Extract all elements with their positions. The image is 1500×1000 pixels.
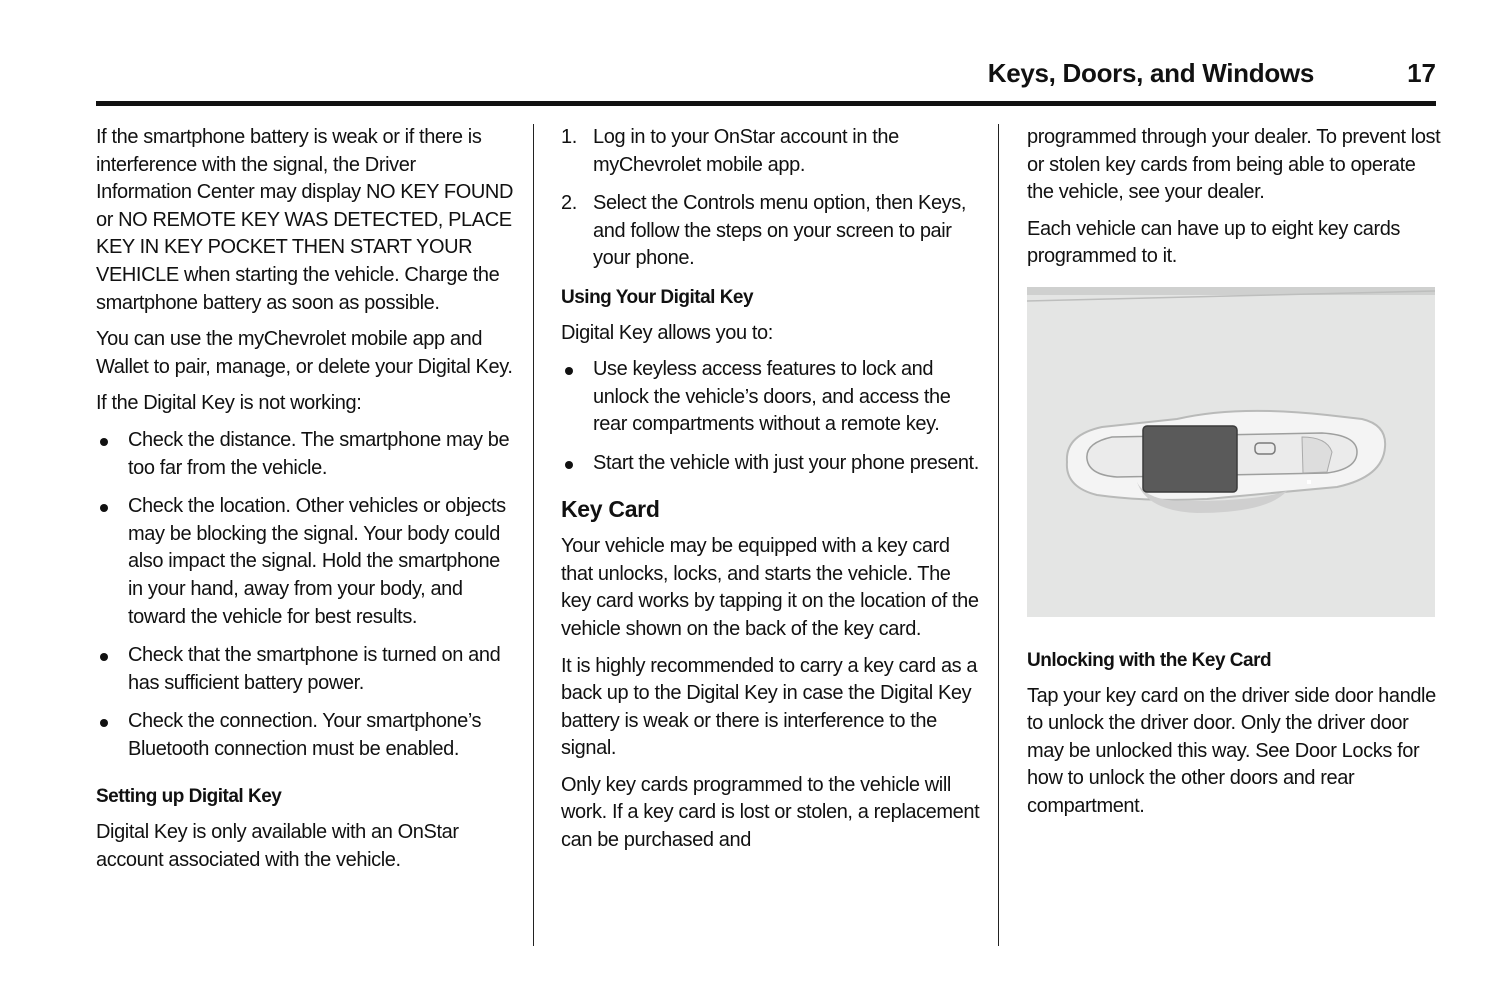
bullet-icon (100, 438, 108, 446)
list-item-text: Start the vehicle with just your phone present. (593, 451, 979, 474)
list-item-text: Check the connection. Your smartphone’s Bluetooth connection must be enabled. (128, 710, 482, 760)
bullet-icon (565, 461, 573, 469)
column-middle (561, 124, 981, 864)
list-item-text: Check the distance. The smartphone may be too far from the vehicle. (128, 428, 510, 479)
bullet-icon (100, 504, 108, 512)
section-heading: Key Card (561, 495, 660, 522)
column-left (96, 124, 516, 883)
subsection-heading: Unlocking with the Key Card (1027, 649, 1272, 671)
step-number: 1. (561, 126, 577, 148)
step-number: 2. (561, 192, 577, 215)
page-number: 17 (1407, 58, 1436, 88)
paragraph: Tap your key card on the driver side door handle to unlock the driver door. Only the driver door may be unlocked this way. See Door Locks for how to unlock the other doors and rear compartment. (1027, 684, 1436, 817)
setup-steps (561, 124, 981, 273)
list-item (96, 642, 516, 697)
troubleshooting-list (96, 427, 516, 764)
bullet-icon (565, 367, 573, 375)
door-handle-figure (1027, 287, 1435, 617)
step-text: Log in to your OnStar account in the myChevrolet mobile app. (593, 126, 899, 176)
step-text: Select the Controls menu option, then Keys, and follow the steps on your screen to pair your phone. (593, 192, 967, 270)
paragraph: You can use the myChevrolet mobile app and Wallet to pair, manage, or delete your Digital Key. (96, 328, 513, 378)
step-item (561, 124, 981, 179)
paragraph: programmed through your dealer. To prevent lost or stolen key cards from being able to operate the vehicle, see your dealer. (1027, 126, 1441, 204)
list-item-text: Check that the smartphone is turned on and has sufficient battery power. (128, 644, 501, 694)
paragraph: Digital Key allows you to: (561, 321, 773, 344)
paragraph: Your vehicle may be equipped with a key card that unlocks, locks, and starts the vehicle. The key card works by tapping it on the location of the vehicle shown on the back of the key card. (561, 535, 979, 640)
column-right (1027, 124, 1443, 830)
list-item (561, 450, 981, 478)
door-handle-key-card-icon (1027, 287, 1435, 617)
bullet-icon (100, 653, 108, 661)
section-header-title: Keys, Doors, and Windows (987, 58, 1314, 88)
list-item (561, 356, 981, 439)
subsection-heading: Using Your Digital Key (561, 286, 754, 308)
list-item (96, 493, 516, 631)
paragraph: If the smartphone battery is weak or if there is interference with the signal, the Driver Information Center may display NO KEY FOUND or NO REMOTE KEY WAS DETECTED, PLACE KEY IN KEY POCKET THEN START YOUR VEHICLE when starting the vehicle. Charge the smartphone battery as soon as possible. (96, 126, 514, 314)
subsection-heading: Setting up Digital Key (96, 786, 282, 808)
features-list (561, 356, 981, 477)
list-item-text: Check the location. Other vehicles or objects may be blocking the signal. Your body could also impact the signal. Hold the smartphone in your hand, away from your body, and toward the vehicle for best results. (128, 495, 506, 628)
list-item-text: Use keyless access features to lock and unlock the vehicle’s doors, and access the rear compartments without a remote key. (593, 358, 951, 436)
column-divider (998, 124, 999, 946)
header-rule (96, 101, 1436, 106)
list-item (96, 427, 516, 482)
list-item (96, 708, 516, 763)
paragraph: If the Digital Key is not working: (96, 392, 362, 415)
paragraph: Each vehicle can have up to eight key cards programmed to it. (1027, 217, 1401, 268)
paragraph: Only key cards programmed to the vehicle will work. If a key card is lost or stolen, a replacement can be purchased and (561, 773, 980, 852)
paragraph: It is highly recommended to carry a key card as a back up to the Digital Key in case the Digital Key battery is weak or there is interference to the signal. (561, 654, 978, 760)
column-divider (533, 124, 534, 946)
step-item (561, 190, 981, 273)
bullet-icon (100, 719, 108, 727)
paragraph: Digital Key is only available with an OnStar account associated with the vehicle. (96, 821, 459, 871)
